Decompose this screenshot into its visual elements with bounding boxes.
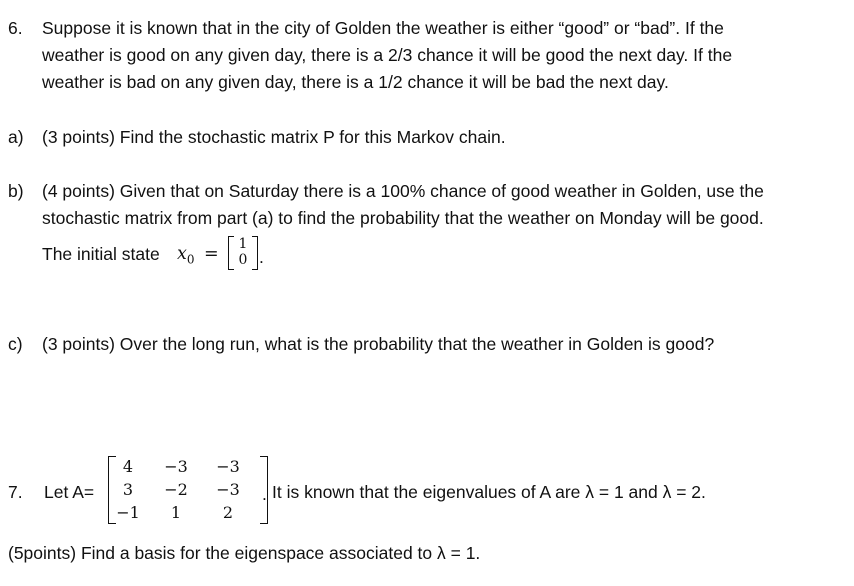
- vector-left-bracket: [228, 236, 234, 270]
- part-b-line-2: stochastic matrix from part (a) to find the probability that the weather on Monday will be good.: [42, 208, 764, 228]
- matrix-cell: −2: [164, 480, 188, 499]
- matrix-cell: 2: [222, 503, 234, 522]
- part-c-text: (3 points) Over the long run, what is the probability that the weather in Golden is good?: [42, 334, 715, 354]
- problem-6-number: 6.: [8, 18, 23, 38]
- matrix-cell: 1: [170, 503, 182, 522]
- initial-state-subscript: 0: [186, 252, 195, 267]
- problem-7-number: 7.: [8, 482, 23, 502]
- part-a-text: (3 points) Find the stochastic matrix P for this Markov chain.: [42, 127, 506, 147]
- eigenvalues-statement: It is known that the eigenvalues of A are λ = 1 and λ = 2.: [272, 482, 706, 502]
- problem-6-line-3: weather is bad on any given day, there is a 1/2 chance it will be bad the next day.: [42, 72, 669, 92]
- problem-7-let-text: Let A=: [44, 482, 95, 502]
- matrix-period: .: [262, 484, 267, 504]
- part-a-marker: a): [8, 127, 24, 147]
- vector-right-bracket: [252, 236, 258, 270]
- vector-entry-1: 1: [238, 236, 248, 252]
- initial-state-var: x: [177, 244, 187, 264]
- initial-state-variable: [177, 243, 195, 271]
- matrix-cell: −1: [116, 503, 140, 522]
- matrix-cell: −3: [216, 457, 240, 476]
- vector-entry-2: 0: [238, 252, 248, 268]
- problem-6-line-1: Suppose it is known that in the city of Golden the weather is either “good” or “bad”. If the: [42, 18, 724, 38]
- initial-state-equals: =: [204, 244, 219, 264]
- matrix-cell: −3: [216, 480, 240, 499]
- problem-7-task: (5points) Find a basis for the eigenspace associated to λ = 1.: [8, 543, 481, 563]
- matrix-cell: 3: [122, 480, 134, 499]
- initial-state-period: .: [259, 247, 264, 267]
- matrix-a: [108, 454, 268, 526]
- part-b-line-1: (4 points) Given that on Saturday there is a 100% chance of good weather in Golden, use the: [42, 181, 764, 201]
- initial-state-vector: [228, 236, 258, 270]
- matrix-cell: −3: [164, 457, 188, 476]
- initial-state-label: The initial state: [42, 244, 160, 264]
- matrix-cell: 4: [122, 457, 134, 476]
- problem-6-line-2: weather is good on any given day, there is a 2/3 chance it will be good the next day. If the: [42, 45, 733, 65]
- part-c-marker: c): [8, 334, 23, 354]
- part-b-marker: b): [8, 181, 24, 201]
